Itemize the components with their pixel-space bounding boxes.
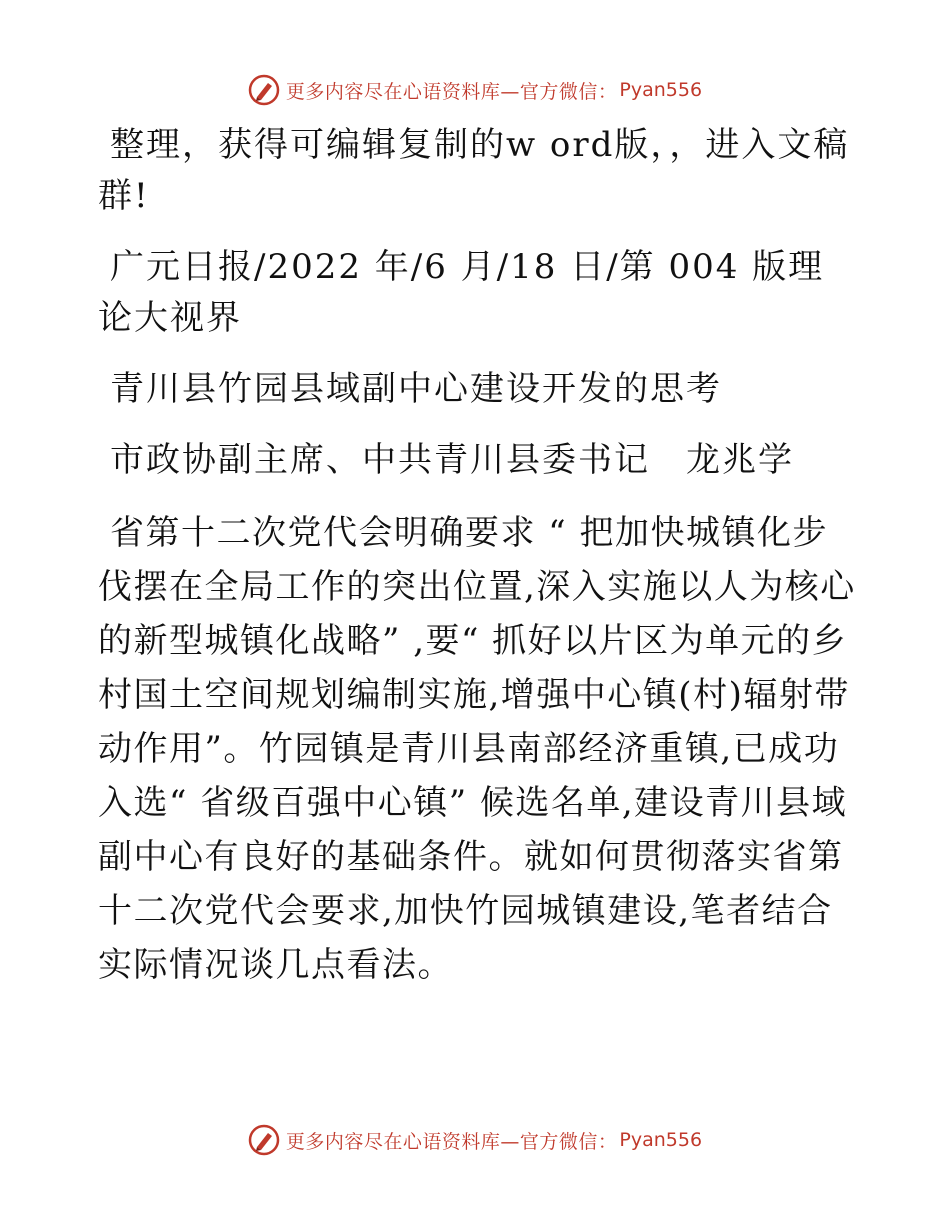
- watermark-account: Pyan556: [619, 79, 703, 101]
- pen-logo-icon: [248, 74, 280, 106]
- intro-paragraph: 整理，获得可编辑复制的w ord版，，进入文稿群!: [98, 125, 850, 216]
- source-line: 广元日报/2022 年/6 月/18 日/第 004 版理论大视界: [98, 247, 825, 338]
- body-paragraph: 省第十二次党代会明确要求 “ 把加快城镇化步伐摆在全局工作的突出位置,深入实施以人为核心的新型城镇化战略” ,要“ 抓好以片区为单元的乡村国土空间规划编制实施,增强中心镇(村)辐射带动作用”。竹园镇是青川县南部经济重镇,已成功入选“ 省级百强中心镇” 候选名单,建设青川县域副中心有良好的基础条件。就如何贯彻落实省第十二次党代会要求,加快竹园城镇建设,笔者结合实际情况谈几点看法。: [98, 513, 856, 985]
- watermark-account: Pyan556: [619, 1129, 703, 1151]
- pen-logo-icon: [248, 1124, 280, 1156]
- author-line: 市政协副主席、中共青川县委书记 龙兆学: [110, 440, 794, 480]
- document-body: [98, 120, 858, 1012]
- watermark-text: 更多内容尽在心语资料库—官方微信：: [285, 1130, 618, 1153]
- footer-watermark: [0, 1120, 950, 1160]
- header-watermark: [0, 70, 950, 110]
- watermark-text: 更多内容尽在心语资料库—官方微信：: [285, 80, 618, 103]
- article-title: 青川县竹园县域副中心建设开发的思考: [110, 369, 722, 409]
